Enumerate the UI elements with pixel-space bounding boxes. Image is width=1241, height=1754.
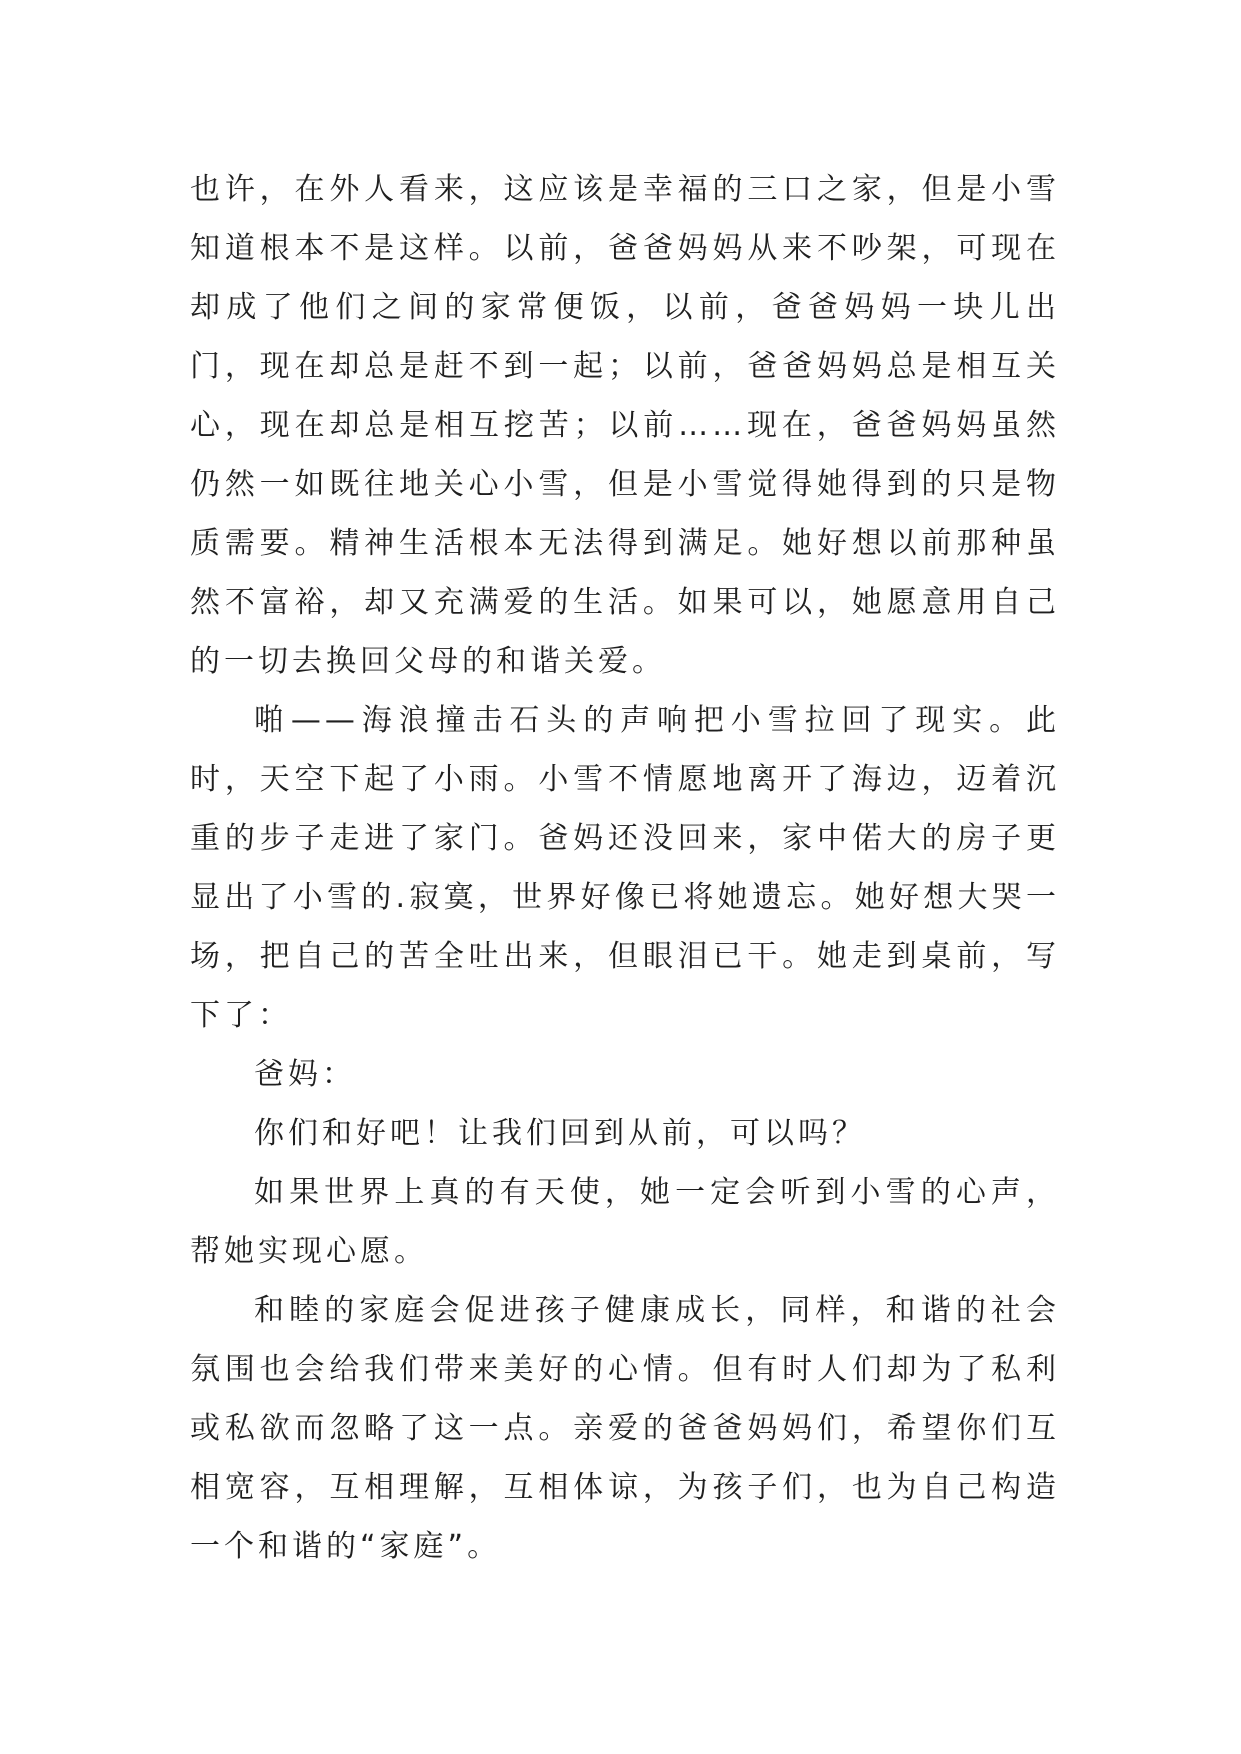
letter-body: 你们和好吧！让我们回到从前，可以吗？ xyxy=(254,1116,866,1151)
letter-salutation: 爸妈： xyxy=(254,1057,356,1092)
paragraph-6: 和睦的家庭会促进孩子健康成长，同样，和谐的社会氛围也会给我们带来美好的心情。但有时人们却为了私利或私欲而忽略了这一点。亲爱的爸爸妈妈们，希望你们互相宽容，互相理解，互相体谅，为孩子们，也为自己构造一个和谐的“家庭”。 xyxy=(190,1293,1060,1564)
paragraph-5: 如果世界上真的有天使，她一定会听到小雪的心声，帮她实现心愿。 xyxy=(190,1175,1060,1269)
document-body xyxy=(190,160,1060,1576)
paragraph-2: 啪——海浪撞击石头的声响把小雪拉回了现实。此时，天空下起了小雨。小雪不情愿地离开了海边，迈着沉重的步子走进了家门。爸妈还没回来，家中偌大的房子更显出了小雪的.寂寞，世界好像已将她遗忘。她好想大哭一场，把自己的苦全吐出来，但眼泪已干。她走到桌前，写下了： xyxy=(190,703,1060,1033)
paragraph-1: 也许，在外人看来，这应该是幸福的三口之家，但是小雪知道根本不是这样。以前，爸爸妈妈从来不吵架，可现在却成了他们之间的家常便饭，以前，爸爸妈妈一块儿出门，现在却总是赶不到一起；以前，爸爸妈妈总是相互关心，现在却总是相互挖苦；以前……现在，爸爸妈妈虽然仍然一如既往地关心小雪，但是小雪觉得她得到的只是物质需要。精神生活根本无法得到满足。她好想以前那种虽然不富裕，却又充满爱的生活。如果可以，她愿意用自己的一切去换回父母的和谐关爱。 xyxy=(190,172,1060,679)
